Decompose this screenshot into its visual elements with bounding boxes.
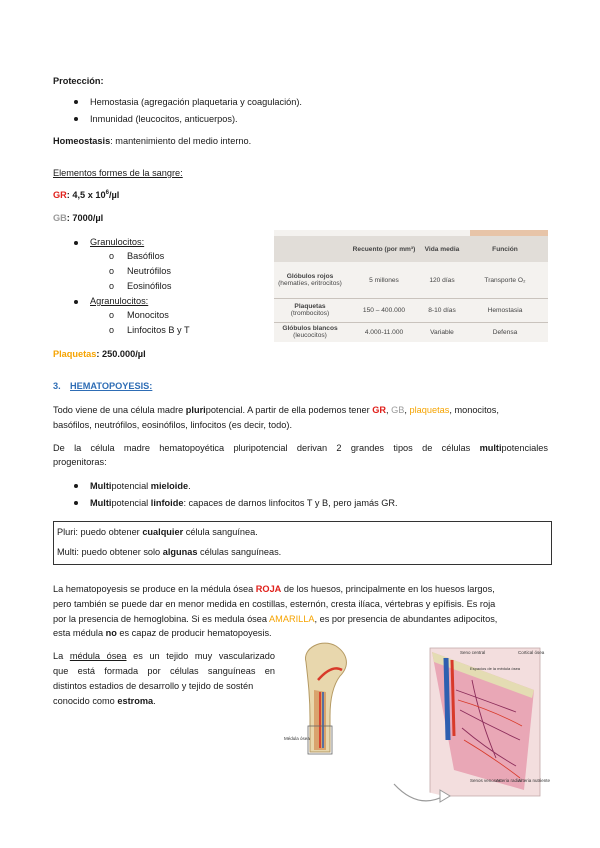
proteccion-item-1: Hemostasia (agregación plaquetaria y coagulación). xyxy=(90,97,302,107)
table-cell: 150 – 400.000 xyxy=(362,306,406,314)
proteccion-heading: Protección: xyxy=(53,76,104,86)
text: . xyxy=(188,481,191,491)
figure-label: Médula ósea xyxy=(284,736,310,741)
table-header-cell: Función xyxy=(492,245,518,253)
table-cell xyxy=(274,262,346,298)
text-bold: pluri xyxy=(185,405,206,415)
text: potencial. A partir de ella podemos tener xyxy=(205,405,373,415)
medula-line-3 xyxy=(53,614,497,624)
text: Todo viene de una célula madre xyxy=(53,405,186,415)
text-bold: no xyxy=(105,628,117,638)
text-bold: estroma xyxy=(117,696,154,706)
gr-exponent: 6 xyxy=(105,190,109,196)
granulocito-item: Eosinófilos xyxy=(127,281,172,291)
table-cell: 8-10 días xyxy=(428,306,456,314)
table-header-cell: Recuento (por mm³) xyxy=(352,245,416,253)
text: potencial xyxy=(111,481,151,491)
section-number: 3. xyxy=(53,381,61,391)
text: . xyxy=(153,696,156,706)
text: potencial xyxy=(111,498,151,508)
gr-line xyxy=(53,190,119,200)
bullet-dot xyxy=(74,501,78,505)
central-sinus xyxy=(446,658,448,740)
text: De la célula madre hematopoyética pluripotencial derivan 2 grandes tipos de células xyxy=(53,443,480,453)
table-cell: 4.000-11.000 xyxy=(364,328,404,336)
bullet-circle: o xyxy=(109,266,115,276)
homeostasis-line xyxy=(53,136,251,146)
granulocitos-label: Granulocitos: xyxy=(90,237,145,247)
table-cell: Transporte O₂ xyxy=(484,276,526,284)
row-name: Glóbulos rojos xyxy=(286,273,334,280)
text: conocido como xyxy=(53,696,118,706)
text-amarilla: AMARILLA xyxy=(269,614,315,624)
gb-line xyxy=(53,213,103,223)
medula-p2-line-2: que está formada por células sanguíneas en xyxy=(53,666,275,676)
bullet-dot xyxy=(74,484,78,488)
agranulocito-item: Linfocitos B y T xyxy=(127,325,190,335)
row-name: Glóbulos blancos xyxy=(282,325,338,332)
table-cell xyxy=(274,322,346,342)
text: La xyxy=(53,651,70,661)
text-underlined: médula ósea xyxy=(69,651,127,661)
text-roja: ROJA xyxy=(255,584,282,594)
figure-label: Arteria nutriente xyxy=(518,778,550,783)
blood-cells-table xyxy=(274,236,548,342)
table-header-cell xyxy=(274,236,346,262)
text: células sanguíneas. xyxy=(197,547,282,557)
plaquetas-line xyxy=(53,349,146,359)
medula-line-1 xyxy=(53,584,495,594)
text: Multi: puedo obtener solo xyxy=(57,547,163,557)
text: de los huesos, principalmente en los huesos largos, xyxy=(281,584,495,594)
bullet-dot xyxy=(74,241,78,245)
granulocito-item: Neutrófilos xyxy=(127,266,171,276)
text: : capaces de darnos linfocitos T y B, pero jamás GR. xyxy=(183,498,398,508)
text-bold: Multi xyxy=(90,498,112,508)
text: , es por presencia de abundantes adipocitos, xyxy=(314,614,498,624)
gr-label: GR xyxy=(53,190,67,201)
text-bold: multi xyxy=(479,443,502,453)
row-sub: (hematíes, eritrocitos) xyxy=(278,280,342,287)
table-cell: 5 millones xyxy=(369,276,399,284)
agranulocito-item: Monocitos xyxy=(127,310,169,320)
text-gb: GB xyxy=(391,405,405,415)
text-bold: Multi xyxy=(90,481,112,491)
paragraph-1-line-2: basófilos, neutrófilos, eosinófilos, linfocitos (es decir, todo). xyxy=(53,420,292,430)
text: potenciales xyxy=(501,443,548,453)
row-sub: (trombocitos) xyxy=(290,310,330,317)
multipotencial-mieloide xyxy=(90,481,191,491)
bullet-circle: o xyxy=(109,251,115,261)
blood-cells-table-image xyxy=(274,230,548,342)
figure-label: Cortical ósea xyxy=(518,650,545,655)
bone-marrow-illustration xyxy=(284,640,550,808)
medula-p2-line-4 xyxy=(53,696,156,706)
gb-value: : 7000/µl xyxy=(66,213,104,223)
elementos-heading: Elementos formes de la sangre: xyxy=(53,168,183,178)
text: Pluri: puedo obtener xyxy=(57,527,143,537)
row-sub: (leucocitos) xyxy=(293,332,327,339)
gr-value: : 4,5 x 10 xyxy=(66,190,106,201)
text-bold: mieloide xyxy=(150,481,189,491)
table-cell: Hemostasia xyxy=(487,306,523,314)
section-title: HEMATOPOYESIS: xyxy=(70,381,153,391)
paragraph-1-line-1: Todo viene de una célula madre pluripotencial. A partir de ella podemos tener GR, GB, plaquetas, monocitos, xyxy=(53,405,499,415)
figure-label: Espacios de la médula ósea xyxy=(470,666,521,671)
text-gr: GR xyxy=(372,405,386,415)
gb-label: GB xyxy=(53,213,67,223)
text: , monocitos, xyxy=(449,405,499,415)
table-row xyxy=(274,262,548,298)
bullet-dot xyxy=(74,300,78,304)
figure-label: Seno central xyxy=(460,650,486,655)
text: esta médula xyxy=(53,628,106,638)
table-header-cell: Vida media xyxy=(424,245,460,253)
plaquetas-value: : 250.000/µl xyxy=(96,349,146,359)
nutrient-artery xyxy=(452,660,454,736)
text: es un tejido muy vascularizado xyxy=(126,651,275,661)
table-cell: 120 días xyxy=(429,276,455,284)
medula-p2-line-3: distintos estadios de desarrollo y tejido de sostén xyxy=(53,681,254,691)
text-bold: linfoide xyxy=(150,498,184,508)
paragraph-2-line-2: progenitoras: xyxy=(53,457,107,467)
figure-label: Senos venosos xyxy=(470,778,501,783)
plaquetas-label: Plaquetas xyxy=(53,349,97,359)
table-cell xyxy=(274,298,346,322)
box-line-pluri xyxy=(57,527,258,537)
table-row xyxy=(274,298,548,322)
homeostasis-term: Homeostasis xyxy=(53,136,111,146)
text-plaquetas: plaquetas xyxy=(409,405,450,415)
table-header-row xyxy=(274,236,548,262)
proteccion-item-2: Inmunidad (leucocitos, anticuerpos). xyxy=(90,114,238,124)
text: célula sanguínea. xyxy=(183,527,258,537)
medula-p2-line-1 xyxy=(53,651,275,661)
homeostasis-text: : mantenimiento del medio interno. xyxy=(110,136,252,146)
paragraph-2-line-1 xyxy=(53,443,548,453)
multipotencial-linfoide xyxy=(90,498,398,508)
table-cell: Variable xyxy=(430,328,454,336)
row-name: Plaquetas xyxy=(294,303,326,310)
bullet-circle: o xyxy=(109,310,115,320)
medula-line-2: pero también se puede dar en menor medida en costillas, esternón, cresta ilíaca, vértebras y epífisis. Es roja xyxy=(53,599,496,609)
figure-label: Arteria radial xyxy=(496,778,522,783)
table-cell: Defensa xyxy=(492,328,518,336)
text: por la presencia de hemoglobina. Si es medula ósea xyxy=(53,614,270,624)
text: es capaz de producir hematopoyesis. xyxy=(116,628,272,638)
medula-line-4 xyxy=(53,628,272,638)
agranulocitos-label: Agranulocitos: xyxy=(90,296,149,306)
table-row xyxy=(274,322,548,342)
text: La hematopoyesis se produce en la médula ósea xyxy=(53,584,256,594)
bullet-dot xyxy=(74,100,78,104)
bullet-circle: o xyxy=(109,325,115,335)
gr-unit: /µl xyxy=(108,190,120,201)
bullet-dot xyxy=(74,117,78,121)
text-bold: cualquier xyxy=(142,527,184,537)
text-bold: algunas xyxy=(162,547,198,557)
granulocito-item: Basófilos xyxy=(127,251,165,261)
box-line-multi xyxy=(57,547,281,557)
bullet-circle: o xyxy=(109,281,115,291)
